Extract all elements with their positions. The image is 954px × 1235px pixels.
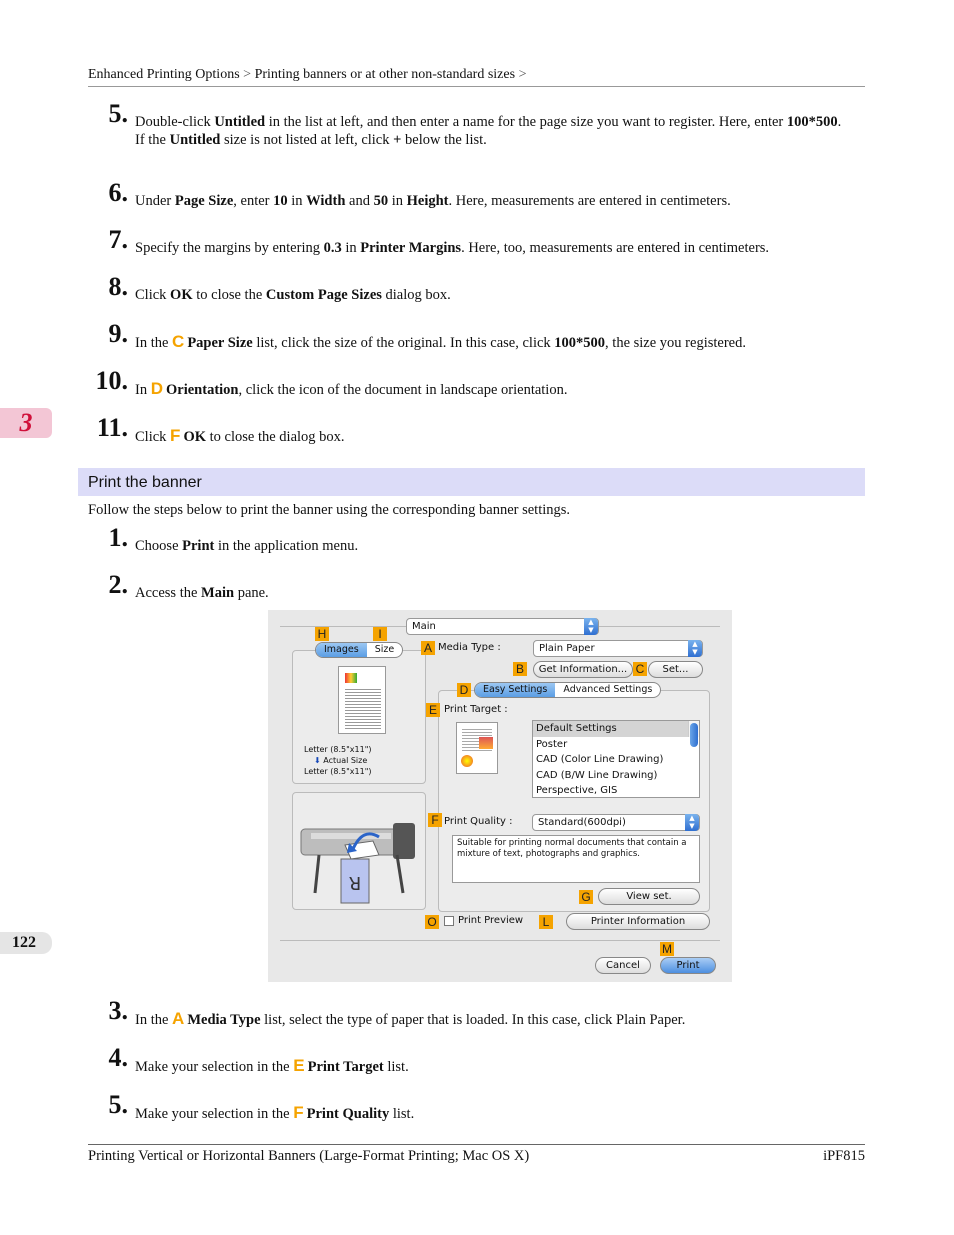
step-text: Specify the margins by entering <box>135 240 324 256</box>
printer-side <box>393 823 415 859</box>
pane-popup[interactable] <box>406 618 599 635</box>
tab-easy-settings[interactable]: Easy Settings <box>475 683 555 697</box>
breadcrumb-separator: > <box>239 67 255 82</box>
tab-size[interactable]: Size <box>374 644 395 655</box>
step-item <box>88 1090 865 1123</box>
step-number: 7. <box>108 225 128 254</box>
step-bold: Untitled <box>214 114 266 130</box>
step-item <box>88 523 865 555</box>
tab-images[interactable]: Images <box>316 643 367 657</box>
step-item <box>88 99 865 149</box>
step-number: 11. <box>96 413 128 442</box>
step-text: Double-click <box>135 114 215 130</box>
step-number: 10. <box>95 366 128 395</box>
breadcrumb <box>88 67 865 87</box>
step-text: list. <box>383 1059 409 1075</box>
callout-label: E <box>293 1056 305 1075</box>
step-number: 4. <box>108 1043 128 1072</box>
step-bold: 10 <box>273 193 288 209</box>
step-bold: OK <box>170 287 193 303</box>
step-bold: Print <box>182 538 215 554</box>
step-item <box>88 996 865 1029</box>
step-item <box>88 1043 865 1076</box>
step-bold: Orientation <box>166 382 239 398</box>
step-bold: Print Quality <box>306 1106 390 1122</box>
callout-tag-m: M <box>662 942 672 956</box>
callout-tag-b: B <box>513 662 527 676</box>
step-text: Access the <box>135 585 202 601</box>
thumbnail-photo <box>479 737 493 749</box>
step-text: dialog box. <box>381 287 451 303</box>
step-text: in the application menu. <box>214 538 359 554</box>
step-text: size is not listed at left, click <box>220 132 394 148</box>
printer-illustration <box>293 793 425 909</box>
step-text: in <box>341 240 361 256</box>
step-number: 1. <box>108 523 128 552</box>
breadcrumb-item[interactable]: Enhanced Printing Options <box>88 67 240 82</box>
list-item[interactable]: CAD (B/W Line Drawing) <box>536 769 658 781</box>
step-item <box>88 272 865 304</box>
quality-description: Suitable for printing normal documents that contain a mixture of text, photographs and graphics. <box>452 835 700 883</box>
print-target-list[interactable] <box>532 720 700 798</box>
breadcrumb-separator: > <box>515 67 527 82</box>
step-number: 8. <box>108 272 128 301</box>
thumbnail-image <box>345 673 357 683</box>
step-text: In the <box>135 1012 173 1028</box>
step-bold: 0.3 <box>323 240 342 256</box>
step-bold: Printer Margins <box>360 240 462 256</box>
step-bold: 100*500 <box>786 114 838 130</box>
set-button[interactable]: Set... <box>648 661 703 678</box>
footer-model: iPF815 <box>823 1148 865 1164</box>
target-thumbnail <box>456 722 498 774</box>
popup-arrows-icon: ▲ ▼ <box>688 640 702 657</box>
size-output: Letter (8.5"x11") <box>304 767 372 776</box>
step-item <box>88 225 865 257</box>
popup-arrows-icon: ▲ ▼ <box>584 618 598 635</box>
step-bold: Print Target <box>307 1059 384 1075</box>
step-number: 5. <box>108 99 128 128</box>
step-bold: Height <box>406 193 449 209</box>
paper-letter: R <box>348 872 362 893</box>
step-bold: OK <box>183 429 206 445</box>
media-type-label: Media Type : <box>438 642 501 653</box>
divider <box>280 940 720 941</box>
step-text: Make your selection in the <box>135 1106 294 1122</box>
step-text: If the <box>135 132 170 148</box>
size-original: Letter (8.5"x11") <box>304 745 372 754</box>
step-text: . Here, measurements are entered in centimeters. <box>448 193 731 209</box>
step-text: list. <box>389 1106 415 1122</box>
step-item <box>88 366 865 399</box>
step-number: 9. <box>108 319 128 348</box>
step-text: pane. <box>234 585 269 601</box>
callout-tag-e: E <box>426 703 440 717</box>
step-item <box>88 178 865 210</box>
step-text: . Here, too, measurements are entered in centimeters. <box>461 240 770 256</box>
callout-label: D <box>150 379 163 398</box>
print-dialog-screenshot <box>268 610 732 982</box>
step-number: 6. <box>108 178 128 207</box>
thumbnail-flower <box>461 755 473 767</box>
printer-leg <box>315 855 319 893</box>
callout-tag-o: O <box>425 915 439 929</box>
media-type-value: Plain Paper <box>539 643 595 654</box>
callout-tag-g: G <box>579 890 593 904</box>
print-quality-select[interactable] <box>532 814 700 831</box>
step-number: 5. <box>108 1090 128 1119</box>
step-number: 3. <box>108 996 128 1025</box>
step-number: 2. <box>108 570 128 599</box>
preview-tabs <box>315 642 403 658</box>
step-item <box>88 570 865 602</box>
chapter-tab: 3 <box>0 408 52 438</box>
step-text: Choose <box>135 538 183 554</box>
print-quality-label: Print Quality : <box>444 816 513 827</box>
arrow-down-icon: ⬇ <box>314 756 321 765</box>
step-text: Under <box>135 193 175 209</box>
step-text: in <box>388 193 407 209</box>
callout-label: A <box>172 1009 185 1028</box>
callout-tag-f: F <box>428 813 442 827</box>
page-number: 122 <box>0 932 52 954</box>
section-heading: Print the banner <box>78 468 865 496</box>
print-quality-value: Standard(600dpi) <box>538 817 626 828</box>
step-bold: 100*500 <box>554 335 606 351</box>
callout-tag-l: L <box>539 915 553 929</box>
breadcrumb-item[interactable]: Printing banners or at other non-standard sizes <box>254 67 516 82</box>
print-button[interactable]: Print <box>660 957 716 974</box>
step-text: to close the <box>192 287 266 303</box>
step-item <box>88 319 865 352</box>
printer-information-button[interactable]: Printer Information <box>566 913 710 930</box>
printer-leg <box>397 855 403 893</box>
callout-label: C <box>172 332 185 351</box>
list-item[interactable]: Poster <box>536 738 568 750</box>
step-text: in <box>287 193 307 209</box>
step-bold: 50 <box>373 193 389 209</box>
callout-tag-i: I <box>373 627 387 641</box>
print-target-label: Print Target : <box>444 704 508 715</box>
page-thumbnail <box>338 666 386 734</box>
step-bold: Width <box>306 193 346 209</box>
step-text: Click <box>135 287 171 303</box>
list-item[interactable]: Default Settings <box>533 721 699 737</box>
page-footer <box>88 1144 865 1165</box>
callout-tag-h: H <box>315 627 329 641</box>
step-text: to close the dialog box. <box>206 429 345 445</box>
scroll-thumb[interactable] <box>690 723 698 747</box>
printer-panel <box>292 792 426 910</box>
get-information-button[interactable]: Get Information... <box>533 661 633 678</box>
step-bold: Untitled <box>169 132 221 148</box>
scrollbar[interactable] <box>688 721 699 737</box>
step-text: list, click the size of the original. In this case, click <box>252 335 555 351</box>
step-text: In the <box>135 335 173 351</box>
media-type-select[interactable] <box>533 640 703 657</box>
step-item <box>88 413 865 446</box>
list-item[interactable]: CAD (Color Line Drawing) <box>536 754 664 765</box>
step-bold: Main <box>201 585 235 601</box>
tab-advanced-settings[interactable]: Advanced Settings <box>563 684 653 695</box>
step-text: In <box>135 382 151 398</box>
section-intro: Follow the steps below to print the banner using the corresponding banner settings. <box>88 502 571 518</box>
print-preview-label: Print Preview <box>458 915 524 926</box>
step-bold: Media Type <box>187 1012 261 1028</box>
list-item[interactable]: Perspective, GIS <box>536 785 618 796</box>
popup-arrows-icon: ▲ ▼ <box>685 814 699 831</box>
settings-tabs <box>474 682 661 698</box>
step-bold: + <box>393 132 402 148</box>
step-text: . <box>837 114 842 130</box>
step-text: list, select the type of paper that is loaded. In this case, click Plain Paper. <box>260 1012 686 1028</box>
callout-tag-d: D <box>457 683 471 697</box>
callout-label: F <box>293 1103 304 1122</box>
thumbnail-text-lines <box>345 687 381 729</box>
pane-popup-value: Main <box>412 621 436 632</box>
view-set-button[interactable]: View set. <box>598 888 700 905</box>
step-text: , enter <box>233 193 274 209</box>
step-text: and <box>345 193 374 209</box>
footer-title: Printing Vertical or Horizontal Banners (Large-Format Printing; Mac OS X) <box>88 1148 530 1164</box>
callout-tag-c: C <box>633 662 647 676</box>
callout-tag-a: A <box>421 641 435 655</box>
step-bold: Paper Size <box>187 335 253 351</box>
step-text: Click <box>135 429 171 445</box>
step-bold: Custom Page Sizes <box>265 287 382 303</box>
print-preview-checkbox[interactable] <box>444 916 454 926</box>
step-text: in the list at left, and then enter a name for the page size you want to register. Here, enter <box>265 114 787 130</box>
cancel-button[interactable]: Cancel <box>595 957 651 974</box>
callout-label: F <box>170 426 181 445</box>
step-text: , the size you registered. <box>605 335 746 351</box>
step-text: , click the icon of the document in landscape orientation. <box>238 382 568 398</box>
step-text: below the list. <box>401 132 487 148</box>
step-text: Make your selection in the <box>135 1059 294 1075</box>
size-info <box>304 744 372 777</box>
step-bold: Page Size <box>174 193 234 209</box>
size-scale: Actual Size <box>323 756 368 765</box>
